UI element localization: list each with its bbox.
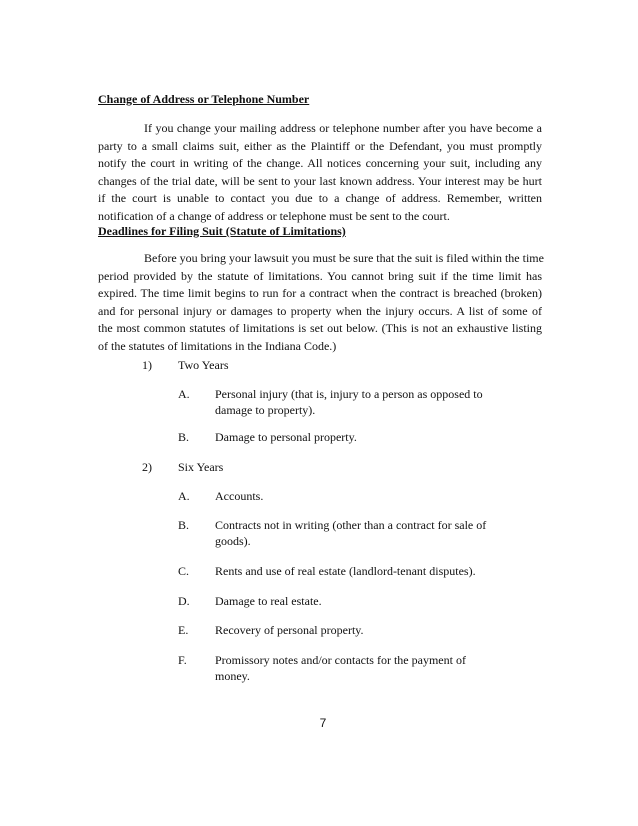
list-marker-2: 2) (142, 460, 152, 474)
list-marker-1: 1) (142, 358, 152, 372)
sublist-marker: F. (178, 653, 187, 667)
paragraph-line: If you change your mailing address or telephone number after you have become a (144, 121, 542, 135)
sublist-item-line: Damage to real estate. (215, 594, 322, 608)
paragraph-deadlines (98, 250, 542, 356)
paragraph-line: changes of the trial date, will be sent to your last known address. Your interest may be hurt (98, 173, 542, 188)
sublist-item-text (215, 593, 545, 609)
sublist-item-text (215, 488, 545, 504)
sublist-item-line: Rents and use of real estate (landlord-tenant disputes). (215, 564, 476, 578)
sublist-marker: B. (178, 518, 190, 532)
paragraph-line: and for personal injury or damages to property when the injury occurs. A list of some of (98, 303, 542, 318)
sublist-item-line: money. (215, 669, 250, 683)
sublist-item-text (215, 622, 545, 638)
sublist-item-line: damage to property). (215, 403, 316, 417)
paragraph-line: notification of a change of address or telephone must be sent to the court. (98, 208, 450, 223)
sublist-item-line: Personal injury (that is, injury to a person as opposed to (215, 387, 483, 401)
sublist-item-line: Accounts. (215, 489, 264, 503)
paragraph-line: expired. The time limit begins to run for a contract when the contract is breached (broken) (98, 286, 542, 301)
sublist-item-text (215, 429, 545, 445)
paragraph-line: party to a small claims suit, either as the Plaintiff or the Defendant, you must promptly (98, 138, 542, 153)
sublist-item-line: Recovery of personal property. (215, 623, 364, 637)
sublist-item-text (215, 563, 545, 579)
paragraph-line: of the statutes of limitations in the Indiana Code.) (98, 338, 337, 353)
list-label-two-years: Two Years (178, 358, 229, 372)
sublist-item-text (215, 386, 545, 418)
sublist-item-line: Promissory notes and/or contacts for the payment of (215, 653, 466, 667)
sublist-item-line: Damage to personal property. (215, 430, 357, 444)
page-number: 7 (319, 716, 327, 730)
sublist-marker: D. (178, 594, 190, 608)
sublist-marker: E. (178, 623, 189, 637)
paragraph-line: notify the court in writing of the change. All notices concerning your suit, including any (98, 156, 542, 171)
sublist-marker: A. (178, 387, 190, 401)
sublist-marker: B. (178, 430, 190, 444)
paragraph-line: the most common statutes of limitations is set out below. (This is not an exhaustive listing (98, 321, 542, 336)
sublist-marker: A. (178, 489, 190, 503)
sublist-item-text (215, 517, 545, 549)
paragraph-line: if the court is unable to contact you due to a change of address. Remember, written (98, 191, 542, 206)
paragraph-line: period provided by the statute of limitations. You cannot bring suit if the time limit has (98, 268, 542, 283)
sublist-item-text (215, 652, 545, 684)
section-heading-deadlines: Deadlines for Filing Suit (Statute of Limitations) (98, 224, 346, 238)
paragraph-change-of-address (98, 120, 542, 226)
list-label-six-years: Six Years (178, 460, 224, 474)
sublist-item-line: Contracts not in writing (other than a contract for sale of (215, 518, 487, 532)
section-heading-change-of-address: Change of Address or Telephone Number (98, 92, 310, 106)
sublist-item-line: goods). (215, 534, 251, 548)
sublist-marker: C. (178, 564, 190, 578)
paragraph-line: Before you bring your lawsuit you must be sure that the suit is filed within the time (144, 251, 544, 265)
